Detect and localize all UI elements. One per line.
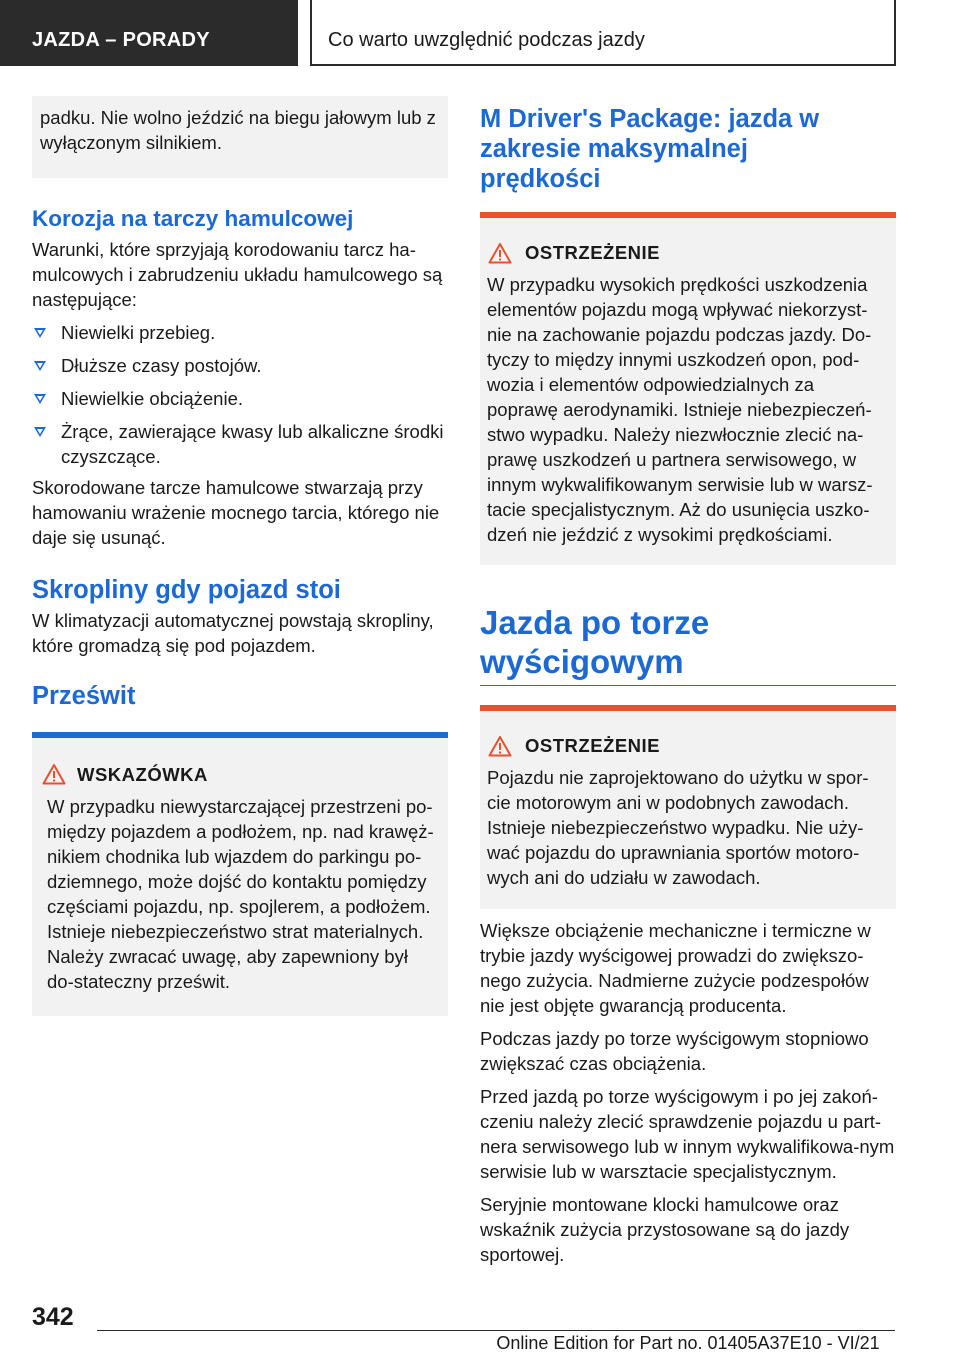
edition-info: Online Edition for Part no. 01405A37E10 - VI/21 [496,1333,880,1353]
triangle-bullet-icon [34,427,46,437]
subsection-title: Co warto uwzględnić podczas jazdy [328,29,645,51]
track-paragraph: Większe obciążenie mechaniczne i termiczne w trybie jazdy wyścigowej prowadzi do zwiększo-nego zużycia. Nadmierne zużycie podzespołów nie jest objęte gwarancją producenta. [480,920,871,1016]
page-number: 342 [32,1303,74,1331]
warning-triangle-icon [42,763,66,785]
triangle-bullet-icon [34,328,46,338]
corrosion-list [32,320,448,469]
section-tab [0,0,298,66]
condensate-heading: Skropliny gdy pojazd stoi [32,576,341,604]
triangle-bullet-icon [34,361,46,371]
corrosion-outro: Skorodowane tarcze hamulcowe stwarzają przy hamowaniu wrażenie mocnego tarcia, którego nie daje się usunąć. [32,477,440,548]
list-item: Dłuższe czasy postojów. [32,353,448,378]
mdp-warning [480,212,896,565]
warning-triangle-icon [488,242,512,264]
subsection-tab [310,0,896,66]
warning-text: W przypadku wysokich prędkości uszkodzenia elementów pojazdu mogą wpływać niekorzyst-nie na zachowanie pojazdu podczas jazdy. Do-tyczy to między innymi uszkodzeń opon, pod-wozia i elementów odpowiedzialnych za poprawę aerodynamiki. Istnieje niebezpieczeń-stwo wypadku. Należy niezwłocznie zlecić na-prawę uszkodzeń u partnera serwisowego, w innym wykwalifikowanym serwisie lub w warsz-tacie specjalistycznym. Aż do usunięcia uszko-dzeń nie jeździć z wysokimi prędkościami. [487,274,873,545]
condensate-text: W klimatyzacji automatycznej powstają skropliny, które gromadzą się pod pojazdem. [32,610,434,656]
track-paragraph: Przed jazdą po torze wyścigowym i po jej zakoń-czeniu należy zlecić sprawdzenie pojazdu u part-nera serwisowego lub w innym wykwalifikowa-nym serwisie lub w warsztacie specjalistycznym. [480,1086,895,1182]
footer-divider [97,1330,895,1331]
right-column [480,96,896,1267]
track-heading: Jazda po torze wyścigowym [480,604,710,680]
clearance-notice [32,732,448,1016]
list-item: Niewielki przebieg. [32,320,448,345]
corrosion-intro: Warunki, które sprzyjają korodowaniu tarcz ha-mulcowych i zabrudzeniu układu hamulcowego są następujące: [32,239,443,310]
section-title: JAZDA – PORADY [32,29,210,51]
track-warning [480,705,896,909]
intro-note-text: padku. Nie wolno jeździć na biegu jałowym lub z wyłączonym silnikiem. [40,107,436,153]
notice-title: WSKAZÓWKA [77,764,208,785]
track-paragraph: Podczas jazdy po torze wyścigowym stopniowo zwiększać czas obciążenia. [480,1028,869,1074]
intro-note-box [32,96,448,178]
warning-title: OSTRZEŻENIE [525,242,661,263]
warning-title: OSTRZEŻENIE [525,735,661,756]
warning-triangle-icon [488,735,512,757]
left-column [32,96,448,1016]
mdp-heading: M Driver's Package: jazda w zakresie maksymalnej prędkości [480,105,820,193]
list-item: Żrące, zawierające kwasy lub alkaliczne środki czyszczące. [32,419,448,469]
list-item: Niewielkie obciążenie. [32,386,448,411]
track-paragraph: Seryjnie montowane klocki hamulcowe oraz wskaźnik zużycia przystosowane są do jazdy sportowej. [480,1194,850,1265]
clearance-heading: Prześwit [32,682,136,710]
track-heading-rule [480,685,896,686]
notice-text: W przypadku niewystarczającej przestrzeni po-między pojazdem a podłożem, np. nad krawęż-nikiem chodnika lub wjazdem do parkingu po-dziemnego, może dojść do kontaktu pomiędzy częściami pojazdu, np. spojlerem, a podłożem. Istnieje niebezpieczeństwo strat materialnych. Należy zwracać uwagę, aby zapewniony był do-stateczny prześwit. [47,796,434,992]
warning-text: Pojazdu nie zaprojektowano do użytku w spor-cie motorowym ani w podobnych zawodach. Istnieje niebezpieczeństwo wypadku. Nie uży-wać pojazdu do uprawniania sportów motoro-wych ani do udziału w zawodach. [487,767,869,888]
triangle-bullet-icon [34,394,46,404]
corrosion-heading: Korozja na tarczy hamulcowej [32,206,354,231]
